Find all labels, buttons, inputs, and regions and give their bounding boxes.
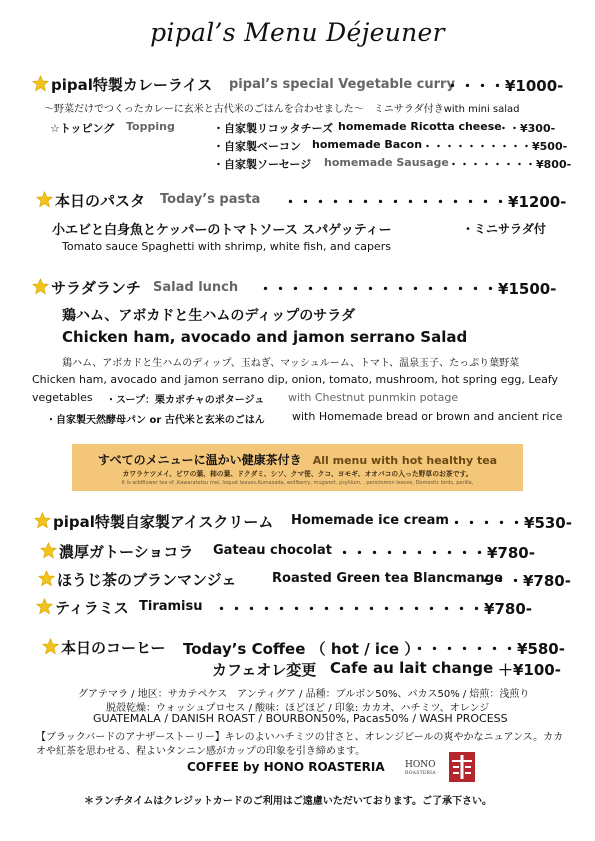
- tea-heading-en: All menu with hot healthy tea: [312, 454, 498, 467]
- topping-1-price: ・・・¥300-: [487, 122, 556, 135]
- star-icon: [34, 512, 51, 529]
- salad-name-en: Salad lunch: [153, 280, 239, 295]
- dessert-2-en: Gateau chocolat: [213, 543, 332, 558]
- dessert-item: [40, 541, 193, 562]
- dessert-1-price: ・・・・・¥530-: [449, 514, 572, 532]
- coffee-origin-jp-1: グアテマラ / 地区：サカテペケス アンティグア / 品種：ブルボン50%、パカス50% / 焙煎：浅煎り: [78, 689, 530, 700]
- dessert-item: [34, 511, 273, 532]
- pasta-name-jp: 本日のパスタ: [55, 192, 146, 210]
- pasta-name-en: Today’s pasta: [160, 192, 261, 207]
- star-icon: [36, 191, 53, 208]
- hono-roasteria-logo: [449, 752, 475, 782]
- logo-mark-icon: [449, 752, 475, 782]
- logo-text-roasteria: ROASTERIA: [405, 771, 436, 776]
- salad-dish-jp: 鶏ハム、アボカドと生ハムのディップのサラダ: [62, 308, 356, 324]
- tea-info-box: [72, 444, 523, 491]
- curry-price: ・・・・¥1000-: [445, 77, 564, 95]
- topping-3-price: ・・・・・・・・¥800-: [448, 158, 572, 171]
- dessert-2-price: ・・・・・・・・・・¥780-: [337, 544, 535, 562]
- star-icon: [42, 638, 59, 655]
- pasta-dish-jp: 小エビと白身魚とケッパーのトマトソース スパゲッティー: [52, 223, 392, 238]
- salad-ingredients-jp: 鶏ハム、アボカドと生ハムのディップ、玉ねぎ、マッシュルーム、トマト、温泉玉子、たっぷり葉野菜: [62, 358, 520, 369]
- salad-dish-en: Chicken ham, avocado and jamon serrano Salad: [62, 328, 468, 346]
- salad-ingredients-en-2: vegetables: [32, 391, 93, 404]
- credit-card-note: ＊ランチタイムはクレジットカードのご利用はご遠慮いただいております。ご了承下さい。: [84, 796, 492, 807]
- page-title: pipal’s Menu Déjeuner: [150, 18, 445, 47]
- coffee-origin-jp-2: 脱殻乾燥：ウォッシュプロセス / 酸味：ほどほど / 印象: カカオ、ハチミツ、オレンジ: [106, 703, 490, 714]
- dessert-item: [36, 597, 129, 618]
- coffee-name-en: Today’s Coffee （ hot / ice ）: [183, 640, 420, 658]
- coffee-name-jp: 本日のコーヒー: [61, 639, 166, 657]
- dessert-4-price: ・・・・・・・・・・・・・・・・・・¥780-: [214, 600, 532, 618]
- cafe-au-lait-en: Cafe au lait change: [330, 659, 494, 677]
- star-icon: [38, 570, 55, 587]
- topping-label-jp: ☆トッピング: [50, 122, 115, 135]
- star-icon: [40, 542, 57, 559]
- pasta-price: ・・・・・・・・・・・・・・・¥1200-: [283, 193, 567, 211]
- pasta-dish-en: Tomato sauce Spaghetti with shrimp, white fish, and capers: [62, 240, 391, 253]
- coffee-story-1: 【ブラックバードのアナザーストーリー】キレのよいハチミツの甘さと、オレンジピールの爽やかなニュアンス。カカ: [36, 732, 564, 743]
- topping-2-price: ・・・・・・・・・・¥500-: [422, 140, 568, 153]
- curry-description: 〜野菜だけでつくったカレーに玄米と古代米のごはんを合わせました〜 ミニサラダ付きwith mini salad: [44, 104, 520, 115]
- curry-name-en: pipal’s special Vegetable curry: [229, 77, 455, 92]
- topping-3-en: homemade Sausage: [324, 156, 449, 169]
- topping-2-jp: ・自家製ベーコン: [213, 140, 301, 153]
- dessert-1-en: Homemade ice cream: [291, 513, 449, 528]
- curry-name-jp: pipal特製カレーライス: [51, 76, 213, 94]
- dessert-3-en: Roasted Green tea Blancmange: [272, 571, 503, 586]
- coffee-heading: [42, 637, 165, 658]
- tea-description-en: It is wildflower tea of ,Kawaratetsu mei, loquat leaves,Kumasada, wolfberry, mugwort, psyllium, , persimmon leaves, Domestic birds, perilla,: [121, 480, 474, 486]
- tea-heading-jp: すべてのメニューに温かい健康茶付き: [97, 453, 302, 467]
- pasta-mini-salad: ・ミニサラダ付: [462, 222, 546, 236]
- topping-3-jp: ・自家製ソーセージ: [213, 158, 312, 171]
- pasta-heading: [36, 190, 145, 211]
- coffee-story-2: オや紅茶を思わせる、程よいタンニン感がカップの印象を引き締めます。: [36, 746, 366, 757]
- dessert-1-jp: pipal特製自家製アイスクリーム: [53, 513, 274, 531]
- roaster-logo-text: [405, 760, 436, 776]
- dessert-3-price: ・・・¥780-: [478, 572, 571, 590]
- salad-ingredients-en-1: Chicken ham, avocado and jamon serrano dip, onion, tomato, mushroom, hot spring egg, Leafy: [32, 373, 559, 386]
- salad-bread-en: with Homemade bread or brown and ancient rice: [292, 410, 563, 423]
- star-icon: [32, 278, 49, 295]
- coffee-origin-en: GUATEMALA / DANISH ROAST / BOURBON50%, Pacas50% / WASH PROCESS: [93, 712, 508, 725]
- topping-1-jp: ・自家製リコッタチーズ: [213, 122, 334, 135]
- topping-2-en: homemade Bacon: [312, 138, 423, 151]
- tea-description-jp: カワラケツメイ、ビワの葉、柿の葉、ドクダミ、シソ、クマ笹、クコ、ヨモギ、オオバコの入った野草のお茶です。: [122, 470, 473, 478]
- cafe-au-lait-price: ＋¥100-: [498, 661, 561, 679]
- star-icon: [32, 75, 49, 92]
- dessert-4-jp: ティラミス: [55, 599, 129, 617]
- dessert-item: [38, 569, 236, 590]
- coffee-price: ・・・・・・・¥580-: [412, 640, 565, 658]
- tea-heading: [72, 449, 523, 468]
- salad-price: ・・・・・・・・・・・・・・・・¥1500-: [258, 280, 557, 298]
- topping-1-en: homemade Ricotta cheese: [338, 120, 502, 133]
- salad-soup-jp: ・スープ：栗カボチャのポタージュ: [106, 395, 265, 406]
- cafe-au-lait-jp: カフェオレ変更: [212, 661, 317, 679]
- logo-text-hono: HONO: [405, 760, 436, 770]
- dessert-2-jp: 濃厚ガトーショコラ: [59, 543, 194, 561]
- curry-heading: [32, 74, 212, 95]
- dessert-3-jp: ほうじ茶のブランマンジェ: [57, 571, 237, 589]
- salad-heading: [32, 277, 141, 298]
- dessert-4-en: Tiramisu: [139, 599, 203, 614]
- topping-label-en: Topping: [126, 120, 175, 133]
- salad-soup-en: with Chestnut punmkin potage: [288, 391, 459, 404]
- roaster-name: COFFEE by HONO ROASTERIA: [187, 760, 385, 774]
- salad-bread-jp: ・自家製天然酵母パン or 古代米と玄米のごはん: [46, 415, 265, 426]
- star-icon: [36, 598, 53, 615]
- salad-name-jp: サラダランチ: [51, 279, 141, 297]
